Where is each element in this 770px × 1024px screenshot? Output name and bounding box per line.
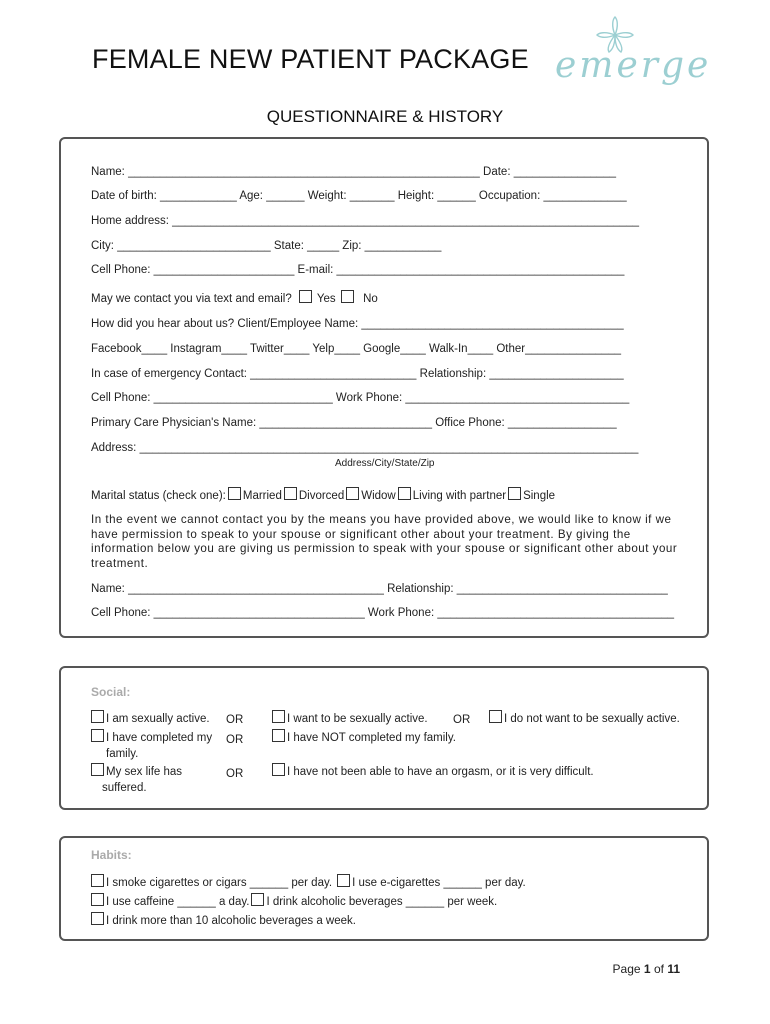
- contact-question-text: May we contact you via text and email?: [91, 293, 292, 305]
- heavy-drinking-option: [89, 912, 356, 927]
- spouse-phone-field[interactable]: Cell Phone: _________________________________ Work Phone: _____________________________________: [91, 607, 675, 619]
- habits-label: Habits:: [91, 848, 132, 862]
- emerge-logo: [545, 15, 715, 95]
- single-label: Single: [523, 490, 556, 502]
- alcohol-checkbox[interactable]: [251, 893, 264, 906]
- phone-email-field[interactable]: Cell Phone: ______________________ E-mail: _____________________________________________: [91, 264, 625, 276]
- physician-address-field[interactable]: Address: ______________________________________________________________________________: [91, 442, 639, 454]
- sexually-active-checkbox[interactable]: [91, 710, 104, 723]
- divorced-checkbox[interactable]: [284, 487, 297, 500]
- caffeine-label: I use caffeine ______ a day.: [106, 896, 250, 908]
- married-label: Married: [242, 490, 282, 502]
- orgasm-difficulty-checkbox[interactable]: [272, 763, 285, 776]
- caffeine-option: [89, 893, 497, 908]
- completed-family-label: I have completed my: [106, 732, 213, 744]
- orgasm-difficulty-option: [270, 763, 594, 778]
- heavy-drinking-label: I drink more than 10 alcoholic beverages a week.: [106, 915, 356, 927]
- want-sexually-active-checkbox[interactable]: [272, 710, 285, 723]
- spouse-name-field[interactable]: Name: ________________________________________ Relationship: _________________________________: [91, 583, 668, 595]
- of-label: of: [653, 962, 664, 976]
- not-completed-family-option: [270, 729, 456, 744]
- sex-life-suffered-label: My sex life has: [106, 766, 183, 778]
- widow-checkbox[interactable]: [346, 487, 359, 500]
- not-completed-family-checkbox[interactable]: [272, 729, 285, 742]
- divorced-label: Divorced: [298, 490, 345, 502]
- referral-sources-field[interactable]: Facebook____ Instagram____ Twitter____ Yelp____ Google____ Walk-In____ Other_______________: [91, 343, 622, 355]
- marital-status-row: [91, 487, 555, 502]
- permission-paragraph: In the event we cannot contact you by the means you have provided above, we would like to know if we have permission to speak to your spouse or significant other about your treatment. By giving the information below you are giving us permission to speak with your spouse or significant other about your treatment.: [91, 513, 678, 570]
- dob-age-weight-field[interactable]: Date of birth: ____________ Age: ______ Weight: _______ Height: ______ Occupation: _____________: [91, 190, 627, 202]
- widow-label: Widow: [361, 490, 396, 502]
- sex-life-suffered-label-cont: suffered.: [102, 782, 147, 794]
- sex-life-suffered-option: [89, 763, 182, 778]
- completed-family-option: [89, 729, 212, 744]
- physician-field[interactable]: Primary Care Physician's Name: ___________________________ Office Phone: _________________: [91, 417, 617, 429]
- want-sexually-active-option: [270, 710, 428, 725]
- address-caption: Address/City/State/Zip: [335, 458, 435, 469]
- heavy-drinking-checkbox[interactable]: [91, 912, 104, 925]
- not-completed-family-label: I have NOT completed my family.: [287, 732, 456, 744]
- smoke-option: [89, 874, 526, 889]
- referral-field[interactable]: How did you hear about us? Client/Employee Name: _________________________________________: [91, 318, 624, 330]
- want-sexually-active-label: I want to be sexually active.: [287, 713, 428, 725]
- page-title: FEMALE NEW PATIENT PACKAGE: [92, 44, 529, 74]
- page-subtitle: [0, 107, 770, 127]
- yes-label: Yes: [316, 293, 336, 305]
- no-label: No: [363, 293, 378, 305]
- total-pages: 11: [667, 962, 680, 976]
- sex-life-suffered-checkbox[interactable]: [91, 763, 104, 776]
- sexually-active-label: I am sexually active.: [106, 713, 210, 725]
- orgasm-difficulty-label: I have not been able to have an orgasm, or it is very difficult.: [287, 766, 594, 778]
- home-address-field[interactable]: Home address: _________________________________________________________________________: [91, 215, 640, 227]
- completed-family-checkbox[interactable]: [91, 729, 104, 742]
- not-want-sexually-active-label: I do not want to be sexually active.: [504, 713, 680, 725]
- social-or-2: OR: [453, 714, 471, 726]
- page-number: [613, 962, 680, 976]
- marital-status-label: Marital status (check one):: [91, 490, 226, 502]
- social-or-3: OR: [226, 734, 244, 746]
- smoke-label: I smoke cigarettes or cigars ______ per day.: [106, 877, 333, 889]
- page-label: Page: [612, 962, 641, 976]
- social-or-4: OR: [226, 768, 244, 780]
- e-cigarette-checkbox[interactable]: [337, 874, 350, 887]
- social-or-1: OR: [226, 714, 244, 726]
- contact-question: [91, 290, 378, 305]
- emergency-contact-field[interactable]: In case of emergency Contact: __________________________ Relationship: _____________________: [91, 368, 624, 380]
- not-want-sexually-active-checkbox[interactable]: [489, 710, 502, 723]
- city-state-zip-field[interactable]: City: ________________________ State: _____ Zip: ____________: [91, 240, 442, 252]
- logo-wordmark: emerge: [555, 45, 712, 86]
- smoke-checkbox[interactable]: [91, 874, 104, 887]
- subtitle-text: QUESTIONNAIRE & HISTORY: [266, 107, 504, 126]
- sexually-active-option: [89, 710, 210, 725]
- living-with-partner-label: Living with partner: [412, 490, 507, 502]
- completed-family-label-cont: family.: [106, 748, 139, 760]
- social-label: Social:: [91, 685, 131, 699]
- name-date-field[interactable]: Name: _______________________________________________________ Date: ________________: [91, 166, 617, 178]
- no-checkbox[interactable]: [341, 290, 354, 303]
- caffeine-checkbox[interactable]: [91, 893, 104, 906]
- current-page: 1: [643, 962, 651, 976]
- living-with-partner-checkbox[interactable]: [398, 487, 411, 500]
- emergency-phones-field[interactable]: Cell Phone: ____________________________ Work Phone: ___________________________________: [91, 392, 630, 404]
- married-checkbox[interactable]: [228, 487, 241, 500]
- not-want-sexually-active-option: [487, 710, 680, 725]
- e-cigarette-label: I use e-cigarettes ______ per day.: [352, 877, 526, 889]
- single-checkbox[interactable]: [508, 487, 521, 500]
- alcohol-label: I drink alcoholic beverages ______ per week.: [266, 896, 498, 908]
- yes-checkbox[interactable]: [299, 290, 312, 303]
